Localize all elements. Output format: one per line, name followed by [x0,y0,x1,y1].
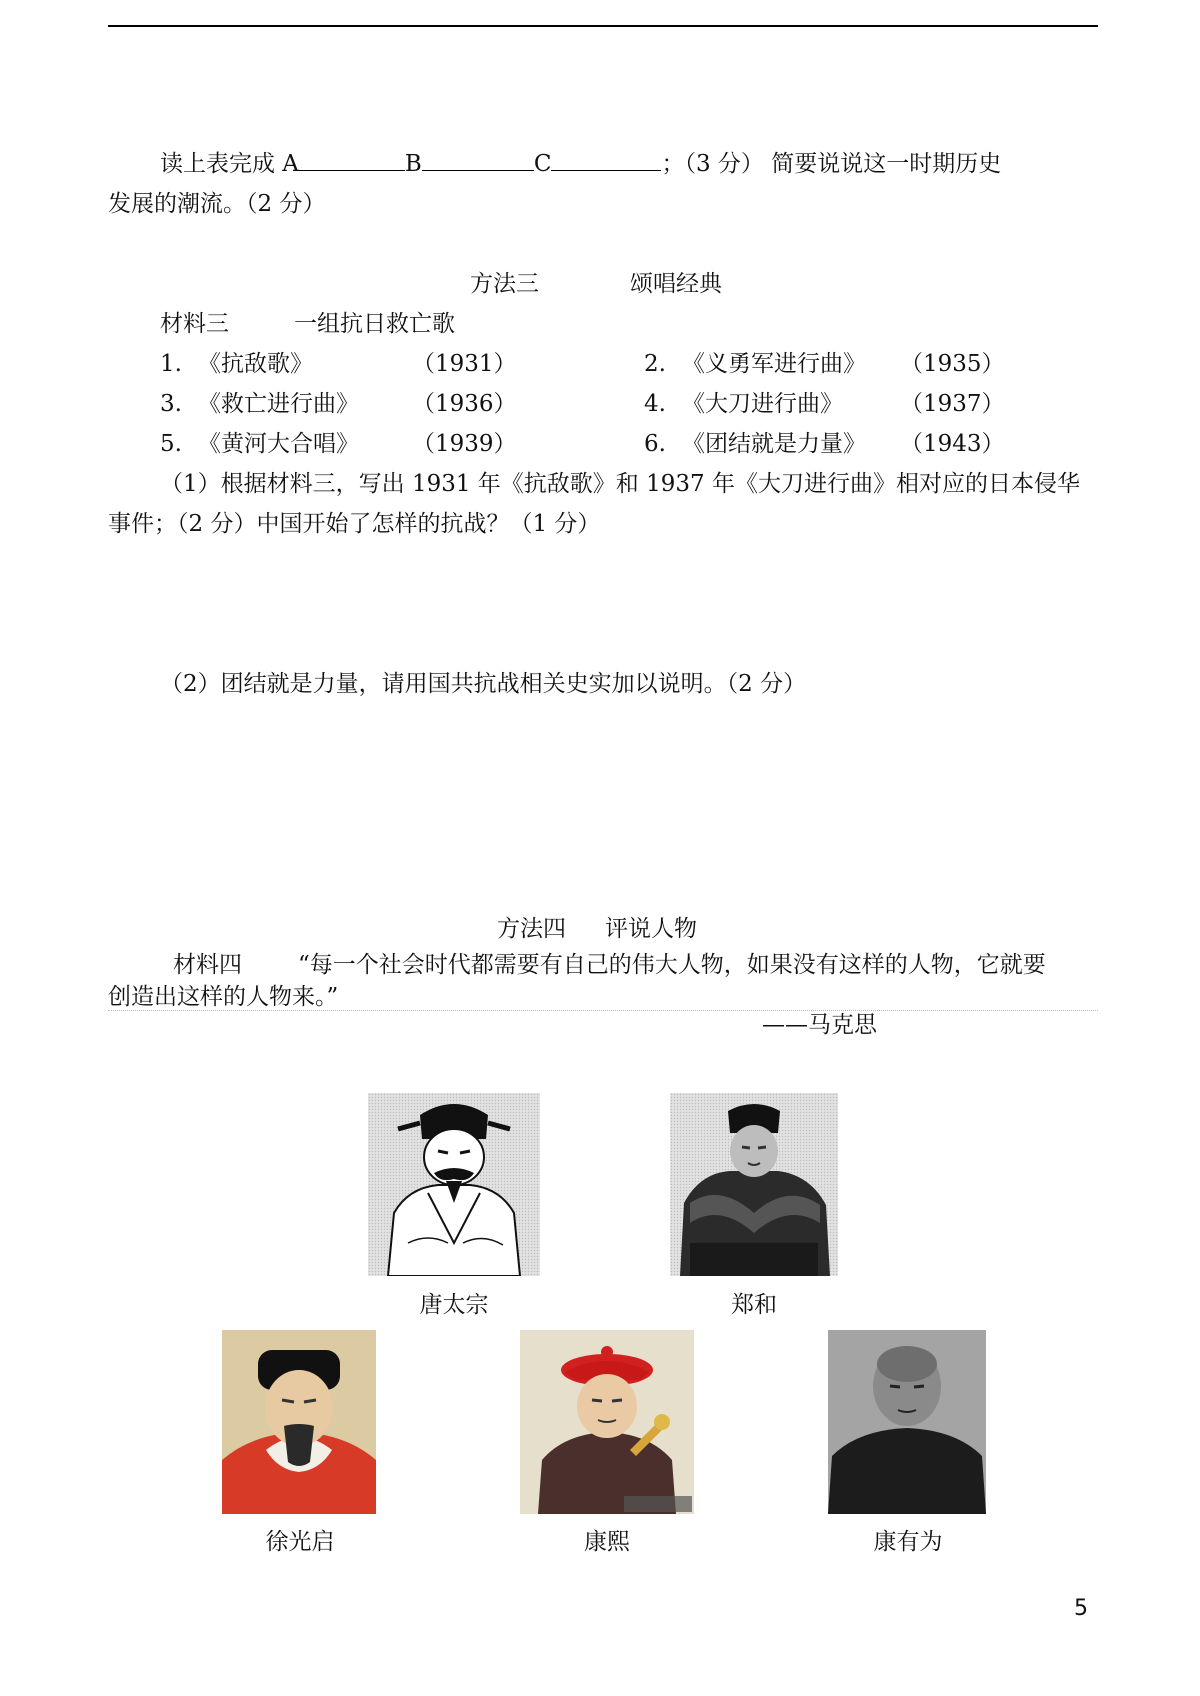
question2: （2）团结就是力量，请用国共抗战相关史实加以说明。（2 分） [160,671,807,697]
caption: 徐光启 [265,1529,335,1555]
song-year: （1935） [900,351,1005,377]
question-suffix: ；（3 分） 简要说说这一时期历史 [661,151,1002,177]
song-num: 2. [644,351,666,377]
song-title: 《黄河大合唱》 [198,431,359,457]
caption: 唐太宗 [419,1292,489,1318]
blank-a[interactable] [299,150,405,171]
song-year: （1939） [412,431,517,457]
section4-heading-left: 方法四 [497,916,566,942]
portrait-line-drawing-icon [368,1093,540,1276]
section3-heading-left: 方法三 [470,271,539,297]
header-rule [108,25,1098,27]
answer-space-q1[interactable] [108,545,1098,665]
song-title: 《团结就是力量》 [682,431,866,457]
song-title: 《救亡进行曲》 [198,391,359,417]
blank-c[interactable] [551,150,661,171]
blank-b[interactable] [422,150,534,171]
song-num: 4. [644,391,666,417]
material3-label: 材料三 [160,311,229,337]
portrait-photo-icon [828,1330,986,1514]
section4-heading-right: 评说人物 [605,916,697,942]
portrait-color-icon [222,1330,376,1514]
portrait-xu-guangqi [222,1330,376,1514]
portrait-grayscale-icon [670,1093,838,1276]
page-number: 5 [1074,1596,1088,1621]
song-num: 3. [160,391,182,417]
song-num: 1. [160,351,182,377]
song-title: 《大刀进行曲》 [682,391,843,417]
portrait-tang-taizong [368,1093,540,1276]
portrait-kang-youwei [828,1330,986,1514]
song-title: 《义勇军进行曲》 [682,351,866,377]
label-c: C [533,151,552,177]
song-year: （1943） [900,431,1005,457]
material3-title: 一组抗日救亡歌 [294,311,455,337]
portrait-color-icon [520,1330,694,1514]
question-line2: 发展的潮流。（2 分） [108,191,326,217]
song-title: 《抗敌歌》 [198,351,313,377]
portrait-zheng-he [670,1093,838,1276]
question-prefix: 读上表完成 A [160,151,299,177]
answer-space-q2[interactable] [108,705,1098,905]
song-year: （1936） [412,391,517,417]
question-fill-line [160,149,1001,179]
quote-line1: “每一个社会时代都需要有自己的伟大人物，如果没有这样的人物，它就要 [298,952,1046,978]
quote-attribution: ——马克思 [762,1012,877,1038]
label-b: B [404,151,422,177]
song-num: 5. [160,431,182,457]
caption: 康有为 [873,1529,943,1555]
section3-heading-right: 颂唱经典 [630,271,722,297]
caption: 郑和 [731,1292,777,1318]
quote-line2: 创造出这样的人物来。” [108,984,339,1010]
caption: 康熙 [584,1529,630,1555]
song-num: 6. [644,431,666,457]
question1-line1: （1）根据材料三，写出 1931 年《抗敌歌》和 1937 年《大刀进行曲》相对应的日本侵华 [160,471,1080,497]
song-year: （1937） [900,391,1005,417]
material4-label: 材料四 [173,952,242,978]
song-year: （1931） [412,351,517,377]
portrait-kangxi [520,1330,694,1514]
question1-line2: 事件；（2 分）中国开始了怎样的抗战？（1 分） [108,511,601,537]
dotted-divider [108,1010,1098,1011]
